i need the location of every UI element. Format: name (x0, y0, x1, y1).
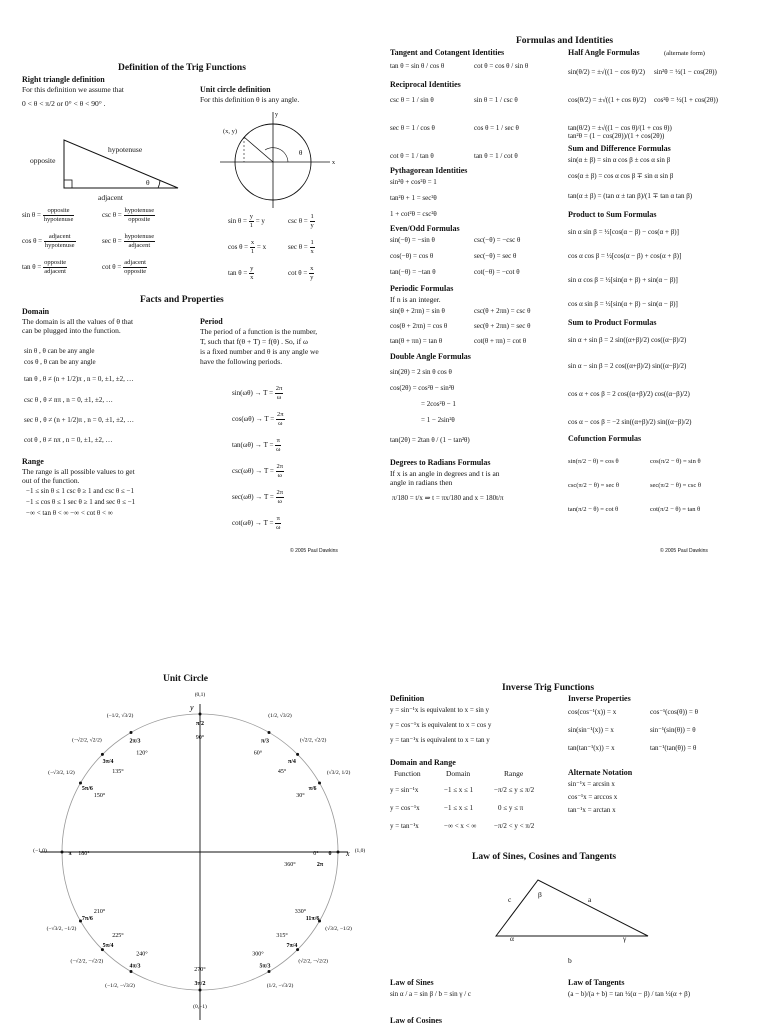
point-degrees: 270° (194, 967, 206, 973)
point-degrees: 225° (112, 933, 124, 940)
range-item: −1 ≤ sin θ ≤ 1 csc θ ≥ 1 and csc θ ≤ −1 (26, 487, 134, 495)
text-line: can be plugged into the function. (22, 326, 121, 335)
point-degrees: 150° (93, 793, 106, 799)
formula: sin α − sin β = 2 cos((α+β)/2) sin((α−β)/2) (568, 362, 687, 370)
page-title: Inverse Trig Functions (502, 683, 595, 693)
section-heading: Inverse Properties (568, 694, 631, 703)
svg-text:y: y (275, 112, 278, 118)
unit-circle-point (199, 713, 202, 716)
text-line: angle in radians then (390, 478, 453, 487)
formula: cos(−θ) = cos θ (390, 252, 434, 260)
point-degrees: 90° (195, 735, 205, 741)
section-heading: Pythagorean Identities (390, 166, 468, 175)
formula: sin(θ/2) = ±√((1 − cos θ)/2) (568, 68, 645, 76)
section-heading: Domain (22, 307, 50, 316)
text-line: The domain is all the values of θ that (22, 317, 134, 326)
section-heading: Half Angle Formulas (568, 48, 640, 57)
section-heading: Alternate Notation (568, 768, 633, 777)
point-coordinate: (1,0) (354, 848, 366, 854)
point-degrees: 180° (78, 851, 90, 857)
range-item: −1 ≤ cos θ ≤ 1 sec θ ≥ 1 and sec θ ≤ −1 (26, 498, 136, 506)
formula: cos α sin β = ½[sin(α + β) − sin(α − β)] (568, 300, 678, 308)
formula: csc(θ + 2πn) = csc θ (474, 307, 531, 315)
unit-circle-point (337, 851, 340, 854)
formula: tan(tan⁻¹(x)) = x (568, 744, 615, 752)
point-radians: 5π/3 (259, 963, 271, 970)
section-heading: Right triangle definition (22, 75, 105, 84)
page-inverse (388, 680, 758, 1024)
section-heading: Periodic Formulas (390, 284, 454, 293)
unit-circle-point (130, 970, 133, 973)
period-item: sin(ωθ) → T = $\frac{2\pi}{\omega}$ (232, 385, 283, 401)
formula: csc(π/2 − θ) = sec θ (568, 482, 619, 489)
formula: cos α − cos β = −2 sin((α+β)/2) sin((α−β)/2) (568, 418, 692, 426)
point-coordinate: (−1/2, √3/2) (106, 712, 134, 719)
point-coordinate: (1/2, √3/2) (268, 712, 292, 719)
formula: cos⁻¹x = arccos x (568, 793, 618, 801)
point-radians: 7π/4 (286, 942, 298, 949)
table-cell: −∞ < x < ∞ (444, 822, 477, 830)
opposite-label: opposite (30, 156, 56, 165)
table-cell: y = sin⁻¹x (390, 786, 419, 794)
point-coordinate: (√3/2, 1/2) (326, 770, 351, 776)
formula: cot(−θ) = −cot θ (474, 268, 520, 276)
formula: tan(α ± β) = (tan α ± tan β)/(1 ∓ tan α tan β) (568, 192, 693, 200)
formula: sec(−θ) = sec θ (474, 252, 517, 260)
page-definitions: Definition of the Trig Functions Right triangle definition For this definition we assume that 0 < θ < π/2 or 0° < θ < 90° . opposite hypotenuse adjacent θ sin θ = $\frac{\text{opposite}}{\text{hypotenuse}}$ csc θ = $\frac{\text{hypotenuse}}{\text{opposite}}$ cos θ = $\frac{\text{adjacent}}{\text{hypotenuse}}$ sec θ = $\frac{\text{hypotenuse}}{\text{adjacent}}$ tan θ = $\frac{\text{opposite}}{\text{adjacent}}$ cot θ = $\frac{\text{adjacent}}{\text{opposite}}$ Unit circle definition For this definition θ is any angle. θ x y (x, y) sin θ = $\frac{y}{1}$ = y csc θ = $\frac{1}{y}$ cos θ = $\frac{x}{1}$ = x sec θ = $\frac{1}{x}$ tan θ = $\frac{y}{x}$ cot θ = $\frac{x}{y}$ Facts and Properties Domain The domain is all the values of θ that can be plugged into the function. sin θ , θ can be any angle cos θ , θ can be any angle tan θ , θ ≠ (n + 1/2)π , n = 0, ±1, ±2, … csc θ , θ ≠ nπ , n = 0, ±1, ±2, … sec θ , θ ≠ (n + 1/2)π , n = 0, ±1, ±2, … cot θ , θ ≠ nπ , n = 0, ±1, ±2, … Range The range is all possible values to get out of the function. −1 ≤ sin θ ≤ 1 csc θ ≥ 1 and csc θ ≤ −1 −1 ≤ cos θ ≤ 1 sec θ ≥ 1 and sec θ ≤ −1 −∞ < tan θ < ∞ −∞ < cot θ < ∞ Period The period of a function is the number, T, such that f(θ + T) = f(θ) . So, if ω is a fixed number and θ is any angle we have the following periods. sin(ωθ) → T = $\frac{2\pi}{\omega}$ cos(ωθ) → T = $\frac{2\pi}{\omega}$ tan(ωθ) → T = $\frac{\pi}{\omega}$ csc(ωθ) → T = $\frac{2\pi}{\omega}$ sec(ωθ) → T = $\frac{2\pi}{\omega}$ cot(ωθ) → T = $\frac{\pi}{\omega}$ © 2005 Paul Dawkins (22, 63, 338, 554)
unit-circle-graphic (33, 691, 365, 1020)
period-item: cos(ωθ) → T = $\frac{2\pi}{\omega}$ (232, 411, 284, 427)
section-heading: Law of Tangents (568, 978, 625, 987)
period-item: tan(ωθ) → T = $\frac{\pi}{\omega}$ (232, 437, 281, 453)
formula: y = tan⁻¹x is equivalent to x = tan y (390, 736, 490, 744)
unit-circle-point (199, 989, 202, 992)
formula: cot(θ + πn) = cot θ (474, 337, 527, 345)
formula: sin α cos β = ½[sin(α + β) + sin(α − β)] (568, 276, 678, 284)
formula: sec(θ + 2πn) = sec θ (474, 322, 531, 330)
text-line: is a fixed number and θ is any angle we (200, 347, 319, 356)
table-header: Range (504, 769, 524, 778)
text-line: For this definition θ is any angle. (200, 95, 300, 104)
point-degrees: 60° (253, 750, 263, 757)
section-heading: Degrees to Radians Formulas (390, 458, 491, 467)
formula: = 1 − 2sin²θ (421, 416, 455, 424)
theta-label: θ (146, 178, 150, 187)
page-title: Formulas and Identities (516, 36, 614, 46)
formula: tan(−θ) = −tan θ (390, 268, 436, 276)
unit-circle-point (61, 851, 64, 854)
tan-def: tan θ = $\frac{\text{opposite}}{\text{adjacent}}$ (22, 259, 67, 275)
point-coordinate: (−1,0) (33, 848, 47, 854)
page-formulas (388, 32, 758, 560)
page-title: Unit Circle (163, 674, 208, 684)
point-coordinate: (0,−1) (193, 1004, 207, 1010)
text-line: The range is all possible values to get (22, 467, 135, 476)
y-axis-label: y (190, 703, 194, 712)
point-radians: 4π/3 (129, 963, 141, 970)
point-coordinate: (−√3/2, 1/2) (48, 770, 75, 776)
svg-text:x: x (332, 160, 335, 166)
right-triangle-diagram (58, 130, 188, 200)
table-cell: −π/2 < y < π/2 (494, 822, 535, 830)
formula: cot θ = 1 / tan θ (390, 152, 434, 160)
point-coordinate: (√2/2, −√2/2) (298, 958, 328, 965)
point-coordinate: (1/2, −√3/2) (266, 983, 294, 990)
formula: cos⁻¹(cos(θ)) = θ (650, 708, 698, 716)
adjacent-label: adjacent (98, 193, 123, 202)
formula: cos(θ + 2πn) = cos θ (390, 322, 448, 330)
text-line: If n is an integer. (390, 295, 441, 304)
unit-circle-point (79, 782, 82, 785)
point-radians: π (68, 851, 72, 857)
text-line: If x is an angle in degrees and t is an (390, 469, 500, 478)
point-degrees: 135° (112, 768, 124, 775)
sec-def: sec θ = $\frac{\text{hypotenuse}}{\text{adjacent}}$ (102, 233, 155, 249)
formula: cos²θ = ½(1 + cos(2θ)) (654, 96, 718, 104)
svg-text:θ: θ (299, 149, 303, 157)
angle-label: β (538, 890, 542, 899)
point-coordinate: (0,1) (194, 692, 206, 698)
page-title: Definition of the Trig Functions (118, 63, 246, 73)
text-line: T, such that f(θ + T) = f(θ) . So, if ω (200, 337, 308, 346)
section-heading: Range (22, 457, 44, 466)
condition-text: 0 < θ < π/2 or 0° < θ < 90° . (22, 99, 106, 108)
unit-circle-def-diagram (218, 110, 338, 210)
formula: sec(π/2 − θ) = csc θ (650, 482, 701, 489)
table-header: Function (394, 769, 421, 778)
side-label: a (588, 895, 592, 904)
formula: tan(2θ) = 2tan θ / (1 − tan²θ) (390, 436, 470, 444)
point-radians: 0 (328, 851, 332, 857)
copyright: © 2005 Paul Dawkins (290, 548, 338, 554)
text-line: (alternate form) (664, 50, 705, 57)
formula: tan(θ + πn) = tan θ (390, 337, 443, 345)
point-degrees: 315° (276, 933, 288, 940)
period-item: cot(ωθ) → T = $\frac{\pi}{\omega}$ (232, 515, 281, 531)
section-heading: Law of Cosines (390, 1016, 443, 1024)
table-cell: −1 ≤ x ≤ 1 (444, 786, 474, 794)
unit-circle-point (318, 782, 321, 785)
formula: sin α / a = sin β / b = sin γ / c (390, 990, 472, 998)
section-heading: Double Angle Formulas (390, 352, 471, 361)
domain-item: sin θ , θ can be any angle (24, 347, 95, 355)
formula: sin²θ = ½(1 − cos(2θ)) (654, 68, 717, 76)
point-degrees: 300° (252, 951, 264, 958)
table-cell: y = tan⁻¹x (390, 822, 419, 830)
formula: sec θ = 1 / cos θ (390, 124, 435, 132)
point-coordinate: (√3/2, −1/2) (325, 926, 352, 932)
range-item: −∞ < tan θ < ∞ −∞ < cot θ < ∞ (26, 509, 113, 517)
point-degrees: 360° (284, 862, 296, 868)
formula: tan²θ = (1 − cos(2θ))/(1 + cos(2θ)) (568, 132, 665, 140)
formula: sin(θ + 2πn) = sin θ (390, 307, 445, 315)
formula: sin²θ + cos²θ = 1 (390, 178, 437, 186)
point-radians: π/3 (261, 738, 269, 745)
section-heading: Unit circle definition (200, 85, 271, 94)
point-radians: π/6 (308, 786, 317, 792)
point-degrees: 240° (136, 951, 148, 958)
formula: sin(α ± β) = sin α cos β ± cos α sin β (568, 156, 671, 164)
formula: y = cos⁻¹x is equivalent to x = cos y (390, 721, 492, 729)
side-label: c (508, 895, 512, 904)
unit-circle-point (101, 753, 104, 756)
angle-label: γ (623, 934, 627, 943)
point-degrees: 120° (136, 750, 148, 757)
table-cell: −1 ≤ x ≤ 1 (444, 804, 474, 812)
formula: csc θ = 1 / sin θ (390, 96, 434, 104)
formula: cos θ = 1 / sec θ (474, 124, 519, 132)
domain-item: cos θ , θ can be any angle (24, 358, 96, 366)
unit-circle-diagram (0, 668, 384, 1024)
formula: tan⁻¹(tan(θ)) = θ (650, 744, 697, 752)
section-heading: Domain and Range (390, 758, 456, 767)
formula: = 2cos²θ − 1 (421, 400, 456, 408)
point-radians: 5π/6 (81, 786, 93, 792)
section-heading: Definition (390, 694, 425, 703)
formula: tan⁻¹x = arctan x (568, 806, 616, 814)
formula: tan(θ/2) = ±√((1 − cos θ)/(1 + cos θ)) (568, 124, 672, 132)
cos-def: cos θ = $\frac{\text{adjacent}}{\text{hypotenuse}}$ (22, 233, 75, 249)
formula: sin α + sin β = 2 sin((α+β)/2) cos((α−β)/2) (568, 336, 687, 344)
cot-def: cot θ = $\frac{\text{adjacent}}{\text{opposite}}$ (102, 259, 147, 275)
hypotenuse-label: hypotenuse (108, 145, 143, 154)
copyright: © 2005 Paul Dawkins (660, 548, 708, 554)
formula: cos(π/2 − θ) = sin θ (650, 458, 701, 465)
formula: sin(2θ) = 2 sin θ cos θ (390, 368, 452, 376)
formula: csc(−θ) = −csc θ (474, 236, 521, 244)
unit-circle-point (268, 731, 271, 734)
page-unit-circle (0, 668, 384, 1024)
formula: cos α cos β = ½[cos(α − β) + cos(α + β)] (568, 252, 682, 260)
period-item: sec(ωθ) → T = $\frac{2\pi}{\omega}$ (232, 489, 284, 505)
formula: sin θ = 1 / csc θ (474, 96, 518, 104)
text-line: The period of a function is the number, (200, 327, 318, 336)
x-axis-label: x (346, 849, 350, 858)
section-heading: Tangent and Cotangent Identities (390, 48, 505, 57)
angle-label: α (510, 934, 514, 943)
formula: (a − b)/(a + b) = tan ½(α − β) / tan ½(α + β) (568, 990, 691, 998)
section-heading: Even/Odd Formulas (390, 224, 460, 233)
formula: sin⁻¹x = arcsin x (568, 780, 615, 788)
formula: cos(2θ) = cos²θ − sin²θ (390, 384, 455, 392)
side-label: b (568, 956, 572, 965)
section-heading: Sum to Product Formulas (568, 318, 657, 327)
formula: cos α + cos β = 2 cos((α+β)/2) cos((α−β)/2) (568, 390, 690, 398)
point-radians: 2π (316, 862, 324, 868)
table-header: Domain (446, 769, 471, 778)
csc-def: csc θ = $\frac{\text{hypotenuse}}{\text{opposite}}$ (102, 207, 155, 223)
text-line: For this definition we assume that (22, 85, 124, 94)
unit-circle-point (296, 753, 299, 756)
point-degrees: 0° (313, 851, 319, 857)
formula: tan θ = sin θ / cos θ (390, 62, 445, 70)
point-radians: 3π/2 (194, 981, 206, 987)
section-heading: Reciprocal Identities (390, 80, 461, 89)
section-heading: Law of Sines (390, 978, 434, 987)
point-radians: 5π/4 (102, 942, 114, 949)
formula: tan²θ + 1 = sec²θ (390, 194, 437, 202)
formula: tan θ = 1 / cot θ (474, 152, 518, 160)
section-heading: Sum and Difference Formulas (568, 144, 671, 153)
point-degrees: 45° (277, 768, 287, 775)
formula: y = sin⁻¹x is equivalent to x = sin y (390, 706, 490, 714)
section-heading: Period (200, 317, 223, 326)
unit-circle-point (130, 731, 133, 734)
formula: tan(π/2 − θ) = cot θ (568, 506, 619, 513)
domain-item: tan θ , θ ≠ (n + 1/2)π , n = 0, ±1, ±2, … (24, 375, 134, 383)
table-cell: −π/2 ≤ y ≤ π/2 (494, 786, 535, 794)
point-coordinate: (−√2/2, √2/2) (72, 737, 102, 744)
point-radians: 7π/6 (81, 916, 93, 922)
formula: sin⁻¹(sin(θ)) = θ (650, 726, 696, 734)
formula: 1 + cot²θ = csc²θ (390, 210, 437, 218)
formula: sin(π/2 − θ) = cos θ (568, 458, 619, 465)
section-title: Facts and Properties (140, 295, 224, 305)
formula: cot(π/2 − θ) = tan θ (650, 506, 701, 513)
point-radians: 3π/4 (102, 759, 114, 766)
formula: cos(α ± β) = cos α cos β ∓ sin α sin β (568, 172, 674, 180)
point-degrees: 210° (93, 909, 106, 915)
point-coordinate: (−√2/2, −√2/2) (70, 958, 104, 965)
point-degrees: 330° (294, 909, 307, 915)
sin-def: sin θ = $\frac{\text{opposite}}{\text{hypotenuse}}$ (22, 207, 74, 223)
formula: π/180 = t/x ⇒ t = πx/180 and x = 180t/π (392, 494, 504, 502)
text-line: out of the function. (22, 476, 80, 485)
section-heading: Product to Sum Formulas (568, 210, 657, 219)
period-item: csc(ωθ) → T = $\frac{2\pi}{\omega}$ (232, 463, 284, 479)
section-title: Law of Sines, Cosines and Tangents (472, 852, 617, 862)
formula: sin(sin⁻¹(x)) = x (568, 726, 614, 734)
table-cell: y = cos⁻¹x (390, 804, 420, 812)
unit-circle-point (268, 970, 271, 973)
point-coordinate: (−1/2, −√3/2) (105, 983, 135, 990)
domain-item: cot θ , θ ≠ nπ , n = 0, ±1, ±2, … (24, 436, 113, 444)
domain-item: sec θ , θ ≠ (n + 1/2)π , n = 0, ±1, ±2, … (24, 416, 134, 424)
point-radians: π/4 (287, 759, 296, 766)
point-radians: π/2 (196, 721, 204, 727)
formula: cot θ = cos θ / sin θ (474, 62, 529, 70)
formula: sin α sin β = ½[cos(α − β) − cos(α + β)] (568, 228, 679, 236)
domain-item: csc θ , θ ≠ nπ , n = 0, ±1, ±2, … (24, 396, 113, 404)
text-line: have the following periods. (200, 357, 283, 366)
point-label: (x, y) (223, 128, 238, 135)
formula: sin(−θ) = −sin θ (390, 236, 435, 244)
point-coordinate: (−√3/2, −1/2) (46, 926, 77, 932)
formula: cos(θ/2) = ±√((1 + cos θ)/2) (568, 96, 647, 104)
point-radians: 11π/6 (305, 916, 320, 922)
table-cell: 0 ≤ y ≤ π (498, 804, 524, 812)
point-coordinate: (√2/2, √2/2) (299, 737, 327, 744)
section-heading: Cofunction Formulas (568, 434, 642, 443)
formula: cos(cos⁻¹(x)) = x (568, 708, 617, 716)
point-degrees: 30° (296, 793, 305, 799)
point-radians: 2π/3 (129, 738, 141, 745)
